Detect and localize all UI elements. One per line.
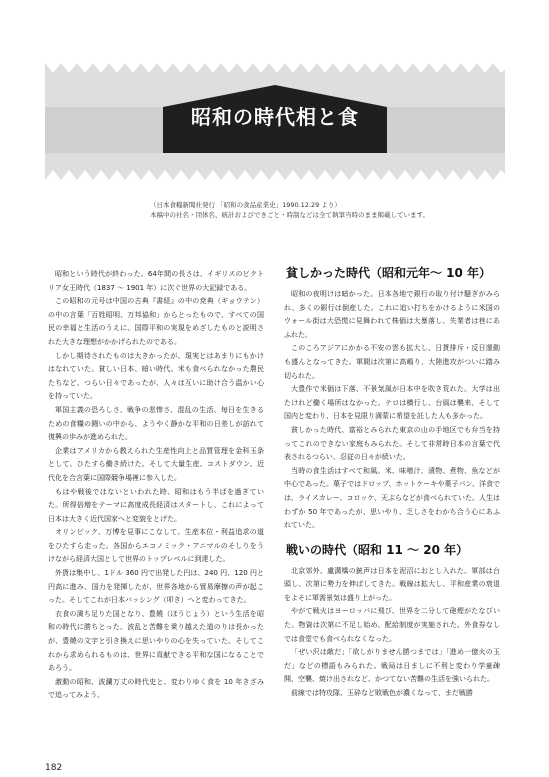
section-paragraph: 「ぜい沢は敵だ」「欲しがりません勝つまでは」「進め一億火の玉だ」などの標語もみられた。戦局は日ましに不利と変わり学童疎開、空襲、焼け出されなど、かつてない苦難の生活を強いられた。 [284,648,500,684]
page-title: 昭和の時代相と食 [191,105,359,129]
intro-paragraph: 企業はアメリカから教えられた生産性向上と品質管理を金科玉条として、ひたすら働き続けた。そして大量生産、コストダウン、近代化を合言葉に国際競争場裡に参入した。 [48,446,264,482]
intro-paragraph: 衣食の満ち足りた国となり、豊饒（ほうじょう）という生活を昭和の時代に勝ちとった。波乱と苦難を乗り越えた道のりは長かったが、豊饒の文字と引き換えに思いやりの心を失っていた。そしてこれから求められるものは、世界に貢献できる平和な国になることであろう。 [48,609,264,673]
page-number: 182 [45,763,63,773]
intro-paragraph: 軍国主義の恐ろしさ、戦争の悲惨さ、混乱の生活、毎日を生きるための食糧の闘いの中から、ようやく静かな平和の日差しが訪れて復興の歩みが進められた。 [48,405,264,442]
section-poor-era [284,264,500,533]
section-paragraph: このころアジアにかかる不安の雲も拡大し、日貨排斥・反日運動も盛んとなってきた。軍閥は次第に高嶋り、大陸進攻がついに踏み切られた。 [284,344,500,380]
intro-paragraph: もはや戦後ではないといわれた時、昭和はもう半ばを過ぎていた。所得倍増をテーマに高度成長経済はスタートし、これによって日本は大きく近代国家へと変貌をとげた。 [48,487,264,523]
intro-paragraph: 昭和という時代が終わった。64年間の長さは、イギリスのビクトリア女王時代（1837 ～ 1901 年）に次ぐ世界の大記録である。 [48,270,264,292]
section-paragraph: やがて戦火はヨーロッパに飛び、世界を二分して砲煙がたなびいた。物資は次第に不足し始め、配給制度が実施された。外食券なしでは食堂でも食べられなくなった。 [284,607,500,643]
section-heading: 貧しかった時代（昭和元年～ 10 年） [286,266,492,280]
section-paragraph: 前線では特攻隊、玉砕など敗戦色が濃くなって、まだ戦勝 [291,689,473,698]
intro-paragraph: この昭和の元号は中国の古典『書経』の中の尭典（ギョウテン）の中の言葉「百姓昭明、万邦協和」からとったもので、すべての国民の幸福と生活のうえに、国際平和の実現をめざしたものと説明された大きな理想がかかげられたのである。 [48,297,264,346]
section-paragraph: 大豊作で米価は下落、不景気風が日本中を吹き荒れた。大学は出たけれど働く場所はなかった。テロは横行し、台風は襲来、そして国内と変わり、日本を見限り満蒙に希望を託した人も多かった。 [284,385,500,421]
section-paragraph: 貧しかった時代、富裕とみられた東京の山の手地区でも弁当を持ってこれのできない家庭もみられた。そして非常時日本の言葉で代表されるつらい、忍従の日々が続いた。 [284,425,500,462]
intro-paragraph: 激動の昭和、波瀾万丈の時代史と、変わりゆく食を 10 年きざみで追ってみよう。 [48,677,264,700]
intro-paragraph: しかし期待されたものは大きかったが、現実とはあまりにもかけはなれていた。貧しい日本、暗い時代。米も食べられなかった農民たちなど、つらい日々であったが、人々は互いに助け合う温かい心を持っていた。 [48,351,264,401]
source-note [150,200,520,220]
title-banner [45,63,505,180]
intro-paragraph: 外貨は集中し、1ドル 360 円で出発した円は、240 円、120 円と円高に進み、国力を発揮したが、世界各地から貿易摩擦の声が起こった。そしてこれが日本バッシング（叩き）へと変わってきた。 [48,569,264,605]
source-disclaimer: 本稿中の社名・団体名、統計およびできごと・時制などは全て執筆当時のまま掲載しています。 [150,211,429,219]
section-paragraph: 北京郊外、盧溝橋の銃声は日本を泥沼におとし入れた。軍部は台頭し、次第に勢力を伸ばしてきた。戦線は拡大し、平和産業の衰退をよそに軍需景気は盛り上がった。 [284,566,500,602]
source-citation: （日本食糧新聞社発行 「昭和の食品産業史」1990.12.29 より） [150,201,341,209]
section-paragraph: 昭和の夜明けは暗かった。日本各地で銀行の取り付け騒ぎがみられ、多くの銀行は倒産した。これに追い打ちをかけるように米国のウォール街は大恐慌に見舞われて株価は大暴落し、失業者は巷にあふれた。 [284,290,500,339]
intro-paragraph: オリンピック、万博を見事にこなして、生産本位・利益追求の道をひたすら走った。各国からエコノミック・アニマルのそしりをうけながら経済大国として世界のトップレベルに到達した。 [48,528,264,564]
sections-column [284,264,500,701]
section-heading: 戦いの時代（昭和 11 ～ 20 年） [286,542,469,557]
intro-column [48,268,264,703]
section-paragraph: 当時の食生活はすべて和風。米、味噌汁、漬物、煮物、魚などが中心であった。菓子ではドロップ、ホットケーキや菓子パン、洋食では、ライスカレー、コロッケ、天ぷらなどが食べられていた。人生はわずか 50 年であったが、思いやり、乏しさをわかち合う心にあふれていた。 [284,466,500,530]
section-war-era [284,541,500,701]
